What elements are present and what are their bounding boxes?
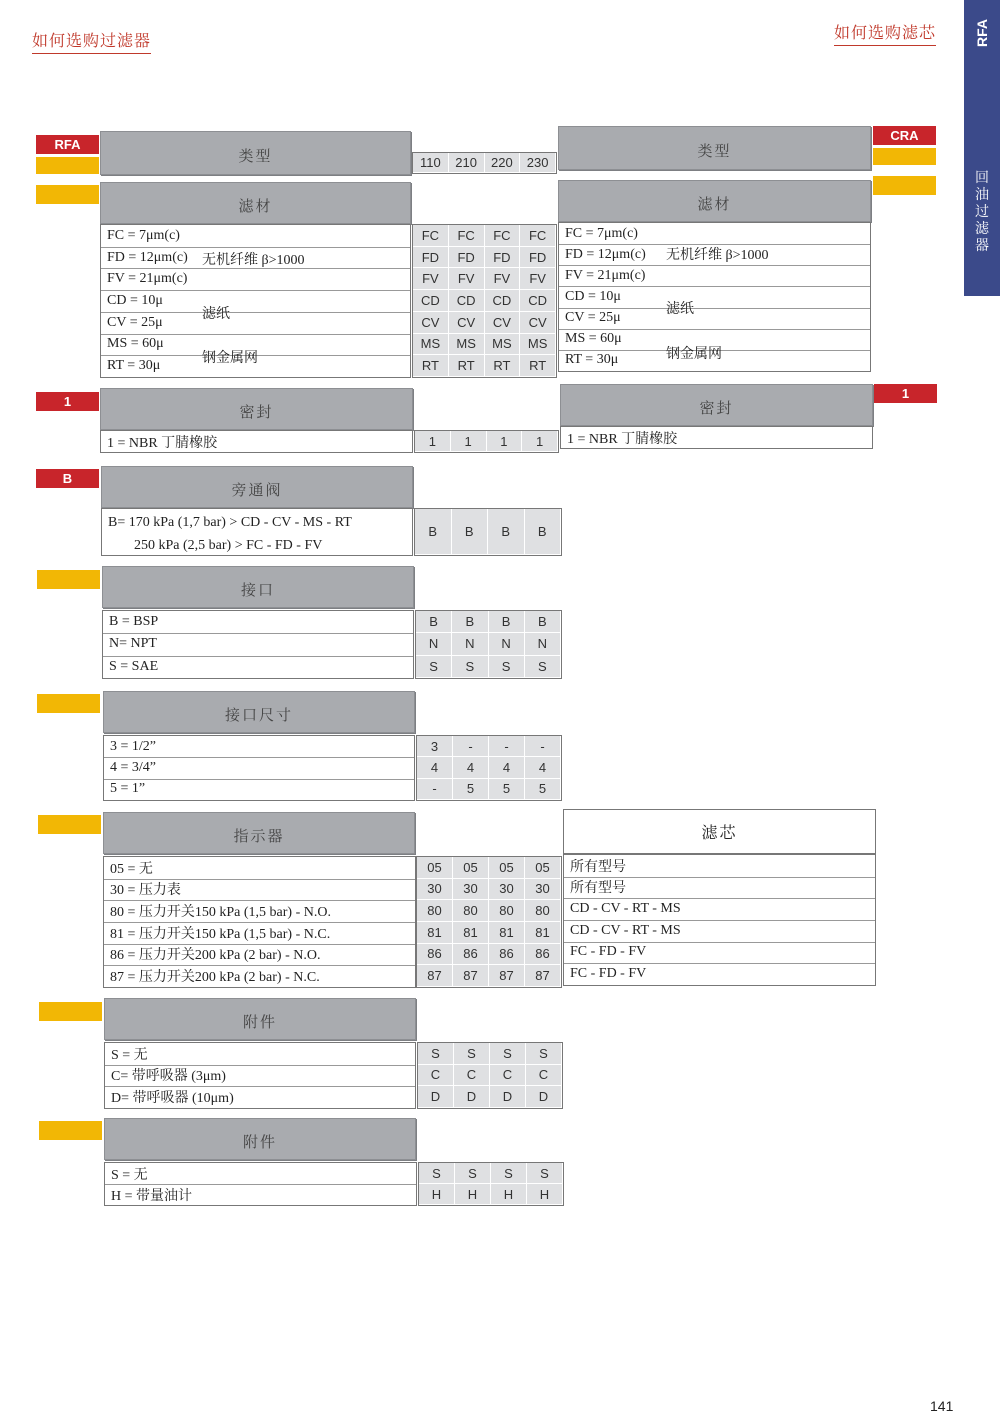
indicator-list <box>103 856 416 988</box>
code-cell: 1 <box>451 431 487 452</box>
accessory1-title: 附件 <box>242 1015 277 1031</box>
code-cell: S <box>418 1043 454 1065</box>
size-cell: 110 <box>413 153 449 173</box>
cra-tag: CRA <box>873 126 936 145</box>
bypass-codes <box>414 508 562 556</box>
code-cell: CV <box>413 312 449 334</box>
code-cell: 4 <box>525 757 561 778</box>
seal-list <box>100 430 413 453</box>
color-block <box>36 157 99 174</box>
element-header <box>563 809 876 854</box>
code-cell: RT <box>485 355 521 377</box>
code-cell: - <box>525 736 561 757</box>
size-codes <box>412 152 557 174</box>
list-item: CV = 25μ <box>101 312 410 335</box>
type-title: 类型 <box>238 149 273 165</box>
code-cell: CD <box>485 290 521 312</box>
list-item: S = 无 <box>105 1043 415 1066</box>
size-cell: 210 <box>449 153 485 173</box>
sidebar-label: 回油过滤器 <box>975 171 989 254</box>
list-item: 4 = 3/4” <box>104 757 414 779</box>
code-cell: B <box>416 611 452 633</box>
code-cell: S <box>527 1163 563 1184</box>
accessory1-list <box>104 1042 416 1109</box>
code-cell: 5 <box>489 779 525 800</box>
code-cell: C <box>418 1065 454 1087</box>
code-cell: 30 <box>525 879 561 901</box>
code-cell: S <box>419 1163 455 1184</box>
code-cell: 3 <box>417 736 453 757</box>
code-cell: 87 <box>489 965 525 987</box>
bypass-row: 250 kPa (2,5 bar) > FC - FD - FV <box>134 538 323 553</box>
list-item: 80 = 压力开关150 kPa (1,5 bar) - N.O. <box>104 900 415 923</box>
seal-header <box>100 388 413 430</box>
code-cell: 86 <box>417 944 453 966</box>
bypass-tag: B <box>36 469 99 488</box>
code-cell: N <box>452 633 488 655</box>
type-title-right: 类型 <box>697 144 732 160</box>
color-block <box>39 1121 102 1140</box>
list-item: FC = 7μm(c) <box>101 225 410 248</box>
code-cell: B <box>525 509 562 555</box>
code-cell: N <box>416 633 452 655</box>
media-note: 钢金属网 <box>666 347 722 362</box>
code-cell: S <box>454 1043 490 1065</box>
code-cell: FV <box>485 268 521 290</box>
list-item: 05 = 无 <box>104 857 415 880</box>
list-item: H = 带量油计 <box>111 1188 193 1204</box>
code-cell: H <box>419 1184 455 1205</box>
code-cell: 80 <box>417 900 453 922</box>
element-title: 滤芯 <box>701 825 738 842</box>
code-cell: 5 <box>453 779 489 800</box>
code-cell: MS <box>449 334 485 356</box>
list-item: S = SAE <box>109 658 159 674</box>
media-header-right <box>558 180 871 222</box>
port-size-title: 接口尺寸 <box>224 708 293 724</box>
list-item: CD = 10μ <box>559 286 870 308</box>
code-cell: 81 <box>417 922 453 944</box>
code-cell: 05 <box>525 857 561 879</box>
code-cell: 86 <box>525 944 561 966</box>
section-sidebar <box>964 0 1000 296</box>
color-block <box>873 176 936 195</box>
list-item: CD = 10μ <box>101 290 410 313</box>
type-header-right <box>558 126 871 170</box>
media-header <box>100 182 411 224</box>
code-cell: C <box>454 1065 490 1087</box>
code-cell: N <box>489 633 525 655</box>
code-cell: C <box>490 1065 526 1087</box>
port-size-header <box>103 691 415 733</box>
code-cell: H <box>527 1184 563 1205</box>
code-cell: 4 <box>453 757 489 778</box>
code-cell: CD <box>449 290 485 312</box>
code-cell: 1 <box>487 431 523 452</box>
media-note: 滤纸 <box>202 307 230 322</box>
code-cell: CD <box>520 290 556 312</box>
code-cell: B <box>525 611 561 633</box>
code-cell: FC <box>485 225 521 247</box>
list-item: CD - CV - RT - MS <box>564 920 875 943</box>
list-item: 3 = 1/2” <box>104 736 414 758</box>
bypass-title: 旁通阀 <box>231 483 283 499</box>
media-codes <box>412 224 557 378</box>
list-item: S = 无 <box>105 1163 416 1185</box>
code-cell: S <box>525 656 561 678</box>
code-cell: B <box>489 611 525 633</box>
code-cell: RT <box>449 355 485 377</box>
code-cell: S <box>491 1163 527 1184</box>
code-cell: 81 <box>525 922 561 944</box>
code-cell: 80 <box>525 900 561 922</box>
code-cell: FC <box>520 225 556 247</box>
seal-header-right <box>560 384 873 426</box>
list-item: FD = 12μm(c) <box>559 244 870 266</box>
code-cell: D <box>526 1086 562 1108</box>
list-item: D= 带呼吸器 (10μm) <box>111 1091 234 1107</box>
code-cell: FC <box>413 225 449 247</box>
list-item: FC - FD - FV <box>564 942 875 965</box>
list-item: CD - CV - RT - MS <box>564 898 875 921</box>
code-cell: 05 <box>489 857 525 879</box>
list-item: FV = 21μm(c) <box>101 268 410 291</box>
list-item: FC - FD - FV <box>570 966 647 982</box>
indicator-title: 指示器 <box>233 829 285 845</box>
code-cell: 4 <box>489 757 525 778</box>
list-item: 87 = 压力开关200 kPa (2 bar) - N.C. <box>110 970 320 986</box>
code-cell: FD <box>449 247 485 269</box>
media-note: 无机纤维 β>1000 <box>202 253 305 268</box>
code-cell: S <box>455 1163 491 1184</box>
bypass-header <box>101 466 413 508</box>
code-cell: FV <box>520 268 556 290</box>
color-block <box>873 148 936 165</box>
code-cell: FD <box>485 247 521 269</box>
bypass-list <box>101 508 413 556</box>
accessory2-title: 附件 <box>242 1135 277 1151</box>
media-title-right: 滤材 <box>697 197 732 213</box>
port-title: 接口 <box>240 583 275 599</box>
media-note: 无机纤维 β>1000 <box>666 248 769 263</box>
code-cell: S <box>489 656 525 678</box>
code-cell: B <box>452 611 488 633</box>
code-cell: 80 <box>453 900 489 922</box>
code-cell: 30 <box>489 879 525 901</box>
list-item: 1 = NBR 丁腈橡胶 <box>567 431 678 447</box>
indicator-header <box>103 812 415 854</box>
type-header <box>100 131 411 175</box>
color-block <box>37 570 100 589</box>
code-cell: 4 <box>417 757 453 778</box>
code-cell: S <box>526 1043 562 1065</box>
color-block <box>36 185 99 204</box>
code-cell: 1 <box>522 431 558 452</box>
code-cell: FC <box>449 225 485 247</box>
list-item: 30 = 压力表 <box>104 879 415 902</box>
sidebar-code: RFA <box>974 19 990 47</box>
list-item: B = BSP <box>103 611 413 634</box>
code-cell: - <box>453 736 489 757</box>
how-to-select-filter-link[interactable]: 如何选购过滤器 <box>32 28 151 54</box>
code-cell: MS <box>413 334 449 356</box>
code-cell: FD <box>413 247 449 269</box>
list-item: FD = 12μm(c) <box>101 247 410 270</box>
code-cell: B <box>452 509 489 555</box>
code-cell: MS <box>520 334 556 356</box>
list-item: 86 = 压力开关200 kPa (2 bar) - N.O. <box>104 944 415 967</box>
code-cell: D <box>418 1086 454 1108</box>
list-item: MS = 60μ <box>101 334 410 357</box>
color-block <box>37 694 100 713</box>
accessory2-codes <box>418 1162 564 1206</box>
code-cell: FV <box>449 268 485 290</box>
seal-tag: 1 <box>36 392 99 411</box>
port-header <box>102 566 414 608</box>
code-cell: D <box>490 1086 526 1108</box>
code-cell: 81 <box>489 922 525 944</box>
media-note: 滤纸 <box>666 302 694 317</box>
media-title: 滤材 <box>238 199 273 215</box>
list-item: 所有型号 <box>564 877 875 900</box>
page-number: 141 <box>930 1398 954 1414</box>
code-cell: 86 <box>489 944 525 966</box>
accessory1-codes <box>417 1042 563 1109</box>
seal-list-right <box>560 426 873 449</box>
seal-tag-right: 1 <box>874 384 937 403</box>
list-item: MS = 60μ <box>559 329 870 351</box>
accessory2-header <box>104 1118 416 1160</box>
list-item: 所有型号 <box>564 855 875 878</box>
port-size-codes <box>416 735 562 801</box>
port-list <box>102 610 414 679</box>
media-note: 钢金属网 <box>202 351 258 366</box>
code-cell: S <box>416 656 452 678</box>
code-cell: H <box>491 1184 527 1205</box>
list-item: 1 = NBR 丁腈橡胶 <box>107 435 218 451</box>
list-item: RT = 30μ <box>107 358 161 374</box>
code-cell: 87 <box>525 965 561 987</box>
code-cell: H <box>455 1184 491 1205</box>
color-block <box>39 1002 102 1021</box>
size-cell: 220 <box>485 153 521 173</box>
element-list <box>563 854 876 986</box>
accessory2-list <box>104 1162 417 1206</box>
code-cell: CD <box>413 290 449 312</box>
code-cell: 87 <box>417 965 453 987</box>
port-size-list <box>103 735 415 801</box>
code-cell: - <box>489 736 525 757</box>
code-cell: 86 <box>453 944 489 966</box>
code-cell: 81 <box>453 922 489 944</box>
size-cell: 230 <box>520 153 556 173</box>
list-item: RT = 30μ <box>565 352 619 368</box>
code-cell: MS <box>485 334 521 356</box>
accessory1-header <box>104 998 416 1040</box>
code-cell: 5 <box>525 779 561 800</box>
code-cell: 05 <box>453 857 489 879</box>
code-cell: 80 <box>489 900 525 922</box>
seal-title-right: 密封 <box>699 401 734 417</box>
code-cell: RT <box>413 355 449 377</box>
code-cell: C <box>526 1065 562 1087</box>
code-cell: CV <box>449 312 485 334</box>
port-codes <box>415 610 562 679</box>
list-item: FV = 21μm(c) <box>559 265 870 287</box>
code-cell: S <box>452 656 488 678</box>
code-cell: CV <box>520 312 556 334</box>
list-item: C= 带呼吸器 (3μm) <box>105 1065 415 1088</box>
seal-title: 密封 <box>239 405 274 421</box>
list-item: 5 = 1” <box>110 781 146 797</box>
code-cell: N <box>525 633 561 655</box>
list-item: 81 = 压力开关150 kPa (1,5 bar) - N.C. <box>104 922 415 945</box>
code-cell: 30 <box>453 879 489 901</box>
code-cell: 05 <box>417 857 453 879</box>
code-cell: FD <box>520 247 556 269</box>
code-cell: 87 <box>453 965 489 987</box>
color-block <box>38 815 101 834</box>
list-item: CV = 25μ <box>559 308 870 330</box>
list-item: FC = 7μm(c) <box>559 223 870 245</box>
code-cell: RT <box>520 355 556 377</box>
code-cell: 1 <box>415 431 451 452</box>
bypass-row: B= 170 kPa (1,7 bar) > CD - CV - MS - RT <box>108 515 352 530</box>
code-cell: B <box>488 509 525 555</box>
code-cell: D <box>454 1086 490 1108</box>
code-cell: CV <box>485 312 521 334</box>
code-cell: 30 <box>417 879 453 901</box>
code-cell: S <box>490 1043 526 1065</box>
code-cell: - <box>417 779 453 800</box>
list-item: N= NPT <box>103 633 413 656</box>
rfa-tag: RFA <box>36 135 99 154</box>
indicator-codes <box>416 856 562 988</box>
how-to-select-element-link[interactable]: 如何选购滤芯 <box>834 20 936 46</box>
code-cell: FV <box>413 268 449 290</box>
seal-codes <box>414 430 559 453</box>
code-cell: B <box>415 509 452 555</box>
